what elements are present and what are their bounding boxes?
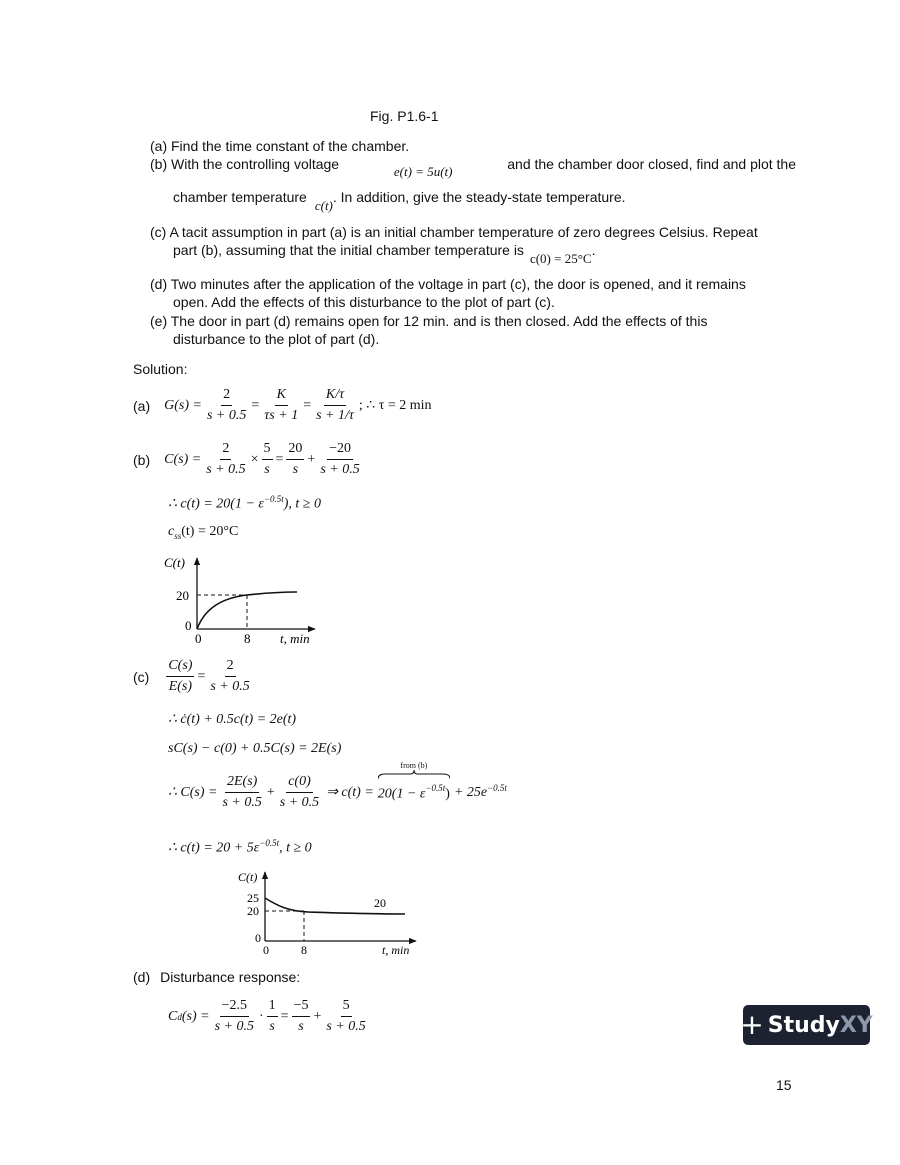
- problem-c-initial: c(0) = 25°C: [529, 251, 592, 266]
- solution-b-label: (b): [133, 451, 151, 468]
- solution-c-laplace: sC(s) − c(0) + 0.5C(s) = 2E(s): [168, 741, 342, 756]
- cs-lhs: ∴ C(s) =: [168, 785, 218, 800]
- problem-c-period: .: [591, 242, 596, 258]
- solution-a-equation: [133, 387, 432, 424]
- y-tick-20: 20: [247, 904, 259, 918]
- exponent: −0.5t: [259, 838, 280, 848]
- time-response-tail: , t ≥ 0: [279, 840, 312, 856]
- problem-part-c-line1: (c) A tacit assumption in part (a) is an initial chamber temperature of zero degrees Celsius. Repeat: [150, 224, 758, 240]
- cd-lhs: (s) =: [181, 1008, 210, 1024]
- problem-part-d-line2: open. Add the effects of this disturbance to the plot of part (c).: [173, 294, 555, 310]
- solution-a-lhs: G(s) =: [164, 397, 202, 413]
- subscript: d: [177, 1011, 182, 1022]
- y-axis-label: C(t): [164, 555, 185, 570]
- solution-d-title: Disturbance response:: [160, 969, 301, 985]
- fraction: $\frac{C(s)}{E(s)}$: [168, 658, 193, 694]
- brand-accent: XY: [839, 1012, 873, 1038]
- problem-part-a: (a) Find the time constant of the chamber.: [150, 138, 410, 154]
- fraction: $\frac{2}{s + 0.5}$: [206, 387, 247, 423]
- overbrace-group: [377, 760, 450, 802]
- problem-b-text-1: (b) With the controlling voltage: [150, 156, 340, 172]
- figure-caption: Fig. P1.6-1: [370, 108, 439, 124]
- steady-state-symbol: c: [168, 524, 175, 539]
- solution-d-equation: [168, 998, 371, 1035]
- fraction: $\frac{2}{s + 0.5}$: [206, 441, 246, 477]
- solution-c-partial-fraction: [168, 760, 507, 811]
- decay-term: + 25e: [453, 784, 488, 800]
- fraction: $\frac{2E(s)}{s + 0.5}$: [222, 774, 262, 810]
- solution-b-equation: [133, 441, 365, 478]
- solution-a-label: (a): [133, 397, 151, 414]
- solution-a-result: ; ∴ τ = 2 min: [358, 398, 432, 413]
- close-paren: ): [445, 786, 450, 802]
- problem-c-text: part (b), assuming that the initial chamber temperature is: [173, 242, 524, 258]
- fraction: $\frac{2}{s + 0.5}$: [210, 658, 250, 694]
- dot-operator: ·: [258, 1008, 264, 1024]
- solution-b-time-response: [168, 494, 321, 513]
- problem-part-e-line2: disturbance to the plot of part (d).: [173, 331, 380, 347]
- page-number: 15: [776, 1077, 792, 1093]
- fraction: $\frac{5}{s}$: [263, 441, 271, 477]
- steady-state-value: (t) = 20°C: [181, 524, 239, 539]
- equals-sign: =: [275, 451, 284, 467]
- equals-sign: =: [280, 1008, 289, 1024]
- fraction: $\frac{c(0)}{s + 0.5}$: [279, 774, 320, 810]
- exponent: −0.5t: [425, 782, 446, 793]
- plus-sign: +: [266, 784, 275, 800]
- brand-name: Study: [767, 1012, 840, 1038]
- fraction: $\frac{20}{s}$: [288, 441, 303, 477]
- plus-icon: +: [740, 1008, 764, 1041]
- equals-sign: =: [303, 397, 312, 413]
- solution-b-steady-state: [168, 524, 238, 541]
- y-axis-label: C(t): [238, 870, 258, 884]
- solution-c-label: (c): [133, 668, 150, 685]
- time-response-tail: ), t ≥ 0: [283, 496, 321, 512]
- problem-part-b-line2: [173, 188, 626, 213]
- x-tick-8: 8: [301, 943, 307, 957]
- fraction: $\frac{-20}{s + 0.5}$: [320, 441, 360, 477]
- subscript: ss: [174, 530, 182, 541]
- solution-c-ode: ∴ ċ(t) + 0.5c(t) = 2e(t): [168, 712, 297, 727]
- x-tick-8: 8: [244, 631, 251, 646]
- x-tick-0: 0: [195, 631, 202, 646]
- braced-term: 20(1 − ε: [377, 786, 426, 802]
- fraction: $\frac{5}{s + 0.5}$: [326, 998, 366, 1034]
- implies-arrow: ⇒ c(t) =: [326, 785, 374, 800]
- y-tick-20: 20: [176, 588, 189, 603]
- problem-part-d-line1: (d) Two minutes after the application of the voltage in part (c), the door is opened, and it remains: [150, 276, 746, 292]
- times-sign: ×: [250, 451, 259, 467]
- problem-part-b-line1: [150, 155, 796, 179]
- equals-sign: =: [251, 397, 260, 413]
- studyxy-logo: [740, 1005, 873, 1045]
- problem-part-c-line2: [173, 241, 596, 266]
- x-tick-0: 0: [263, 943, 269, 957]
- solution-c-transfer-function: [133, 658, 255, 695]
- problem-b-text-3: chamber temperature: [173, 189, 307, 205]
- curve-label: 20: [374, 896, 386, 910]
- time-response-text: ∴ c(t) = 20 + 5ε: [168, 840, 260, 856]
- solution-c-time-response: [168, 838, 312, 857]
- y-tick-0: 0: [185, 618, 192, 633]
- fraction: $\frac{1}{s}$: [268, 998, 276, 1034]
- problem-part-e-line1: (e) The door in part (d) remains open for 12 min. and is then closed. Add the effects of this: [150, 313, 708, 329]
- problem-b-text-4: . In addition, give the steady-state temperature.: [332, 189, 626, 205]
- solution-b-lhs: C(s) =: [164, 451, 202, 467]
- fraction: $\frac{K/\tau}{s + 1/\tau}$: [316, 387, 354, 423]
- problem-b-temp: c(t): [314, 198, 333, 213]
- x-axis-label: t, min: [382, 943, 410, 957]
- cd-symbol: C: [168, 1008, 178, 1024]
- y-tick-0: 0: [255, 931, 261, 945]
- solution-d-heading: [133, 968, 300, 986]
- equals-sign: =: [197, 668, 206, 684]
- fraction: $\frac{K}{\tau s + 1}$: [264, 387, 299, 423]
- solution-d-label: (d): [133, 969, 151, 985]
- fraction: $\frac{-5}{s}$: [293, 998, 309, 1034]
- exponent: −0.5t: [487, 782, 507, 793]
- problem-b-voltage: e(t) = 5u(t): [393, 164, 453, 179]
- x-axis-label: t, min: [280, 631, 310, 646]
- y-tick-25: 25: [247, 891, 259, 905]
- overbrace-label: from (b): [400, 760, 428, 770]
- plus-sign: +: [313, 1008, 322, 1024]
- fraction: $\frac{-2.5}{s + 0.5}$: [214, 998, 254, 1034]
- plus-sign: +: [307, 451, 316, 467]
- solution-heading: Solution:: [133, 361, 188, 377]
- exponent: −0.5t: [263, 494, 284, 504]
- plot-b: [160, 550, 330, 650]
- overbrace: [378, 770, 450, 780]
- problem-b-text-2: and the chamber door closed, find and plot the: [507, 156, 796, 172]
- plot-c: [230, 866, 430, 962]
- time-response-text: ∴ c(t) = 20(1 − ε: [168, 496, 264, 512]
